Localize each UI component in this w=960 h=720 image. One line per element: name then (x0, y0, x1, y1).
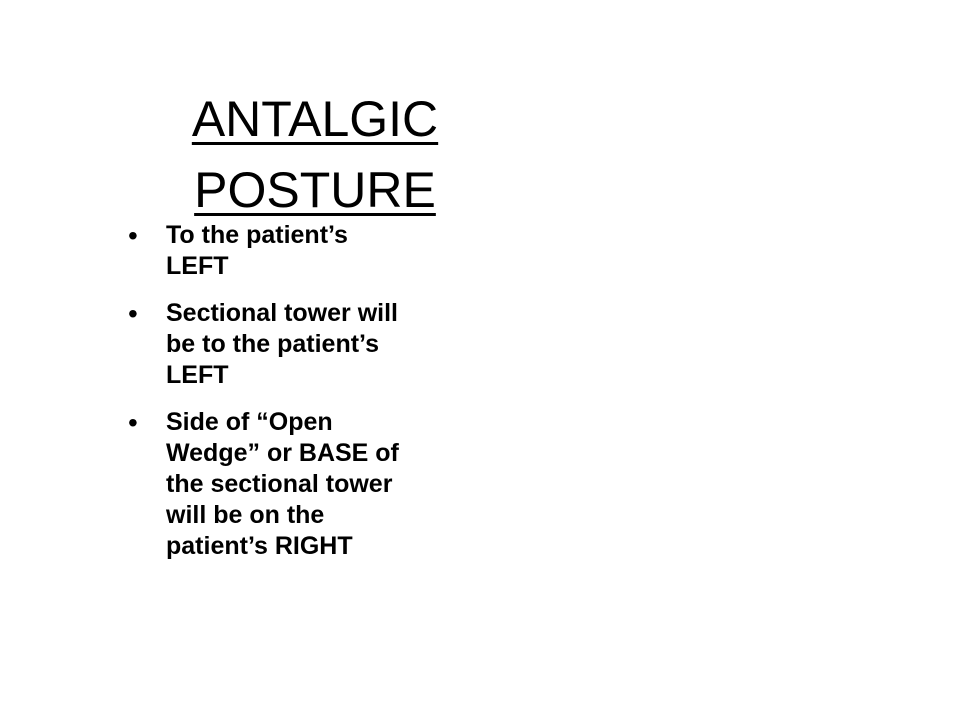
bullet-line: the sectional tower (166, 470, 393, 498)
bullet-item (128, 407, 528, 562)
title-line-2: POSTURE (194, 161, 436, 218)
bullet-dot-icon: • (128, 220, 138, 251)
bullet-line: will be on the (166, 501, 325, 529)
bullet-line: LEFT (166, 252, 229, 280)
bullet-line: be to the patient’s (166, 330, 379, 358)
bullet-line: To the patient’s (166, 221, 348, 249)
bullet-list (128, 220, 528, 578)
bullet-item (128, 298, 528, 391)
bullet-dot-icon: • (128, 298, 138, 329)
title-line-1: ANTALGIC (191, 90, 439, 147)
bullet-line: LEFT (166, 361, 229, 389)
bullet-line: patient’s RIGHT (166, 532, 353, 560)
bullet-item (128, 220, 528, 282)
bullet-line: Sectional tower will (166, 299, 398, 327)
bullet-line: Side of “Open (166, 408, 333, 436)
bullet-dot-icon: • (128, 407, 138, 438)
slide-title (150, 84, 480, 226)
bullet-line: Wedge” or BASE of (166, 439, 399, 467)
